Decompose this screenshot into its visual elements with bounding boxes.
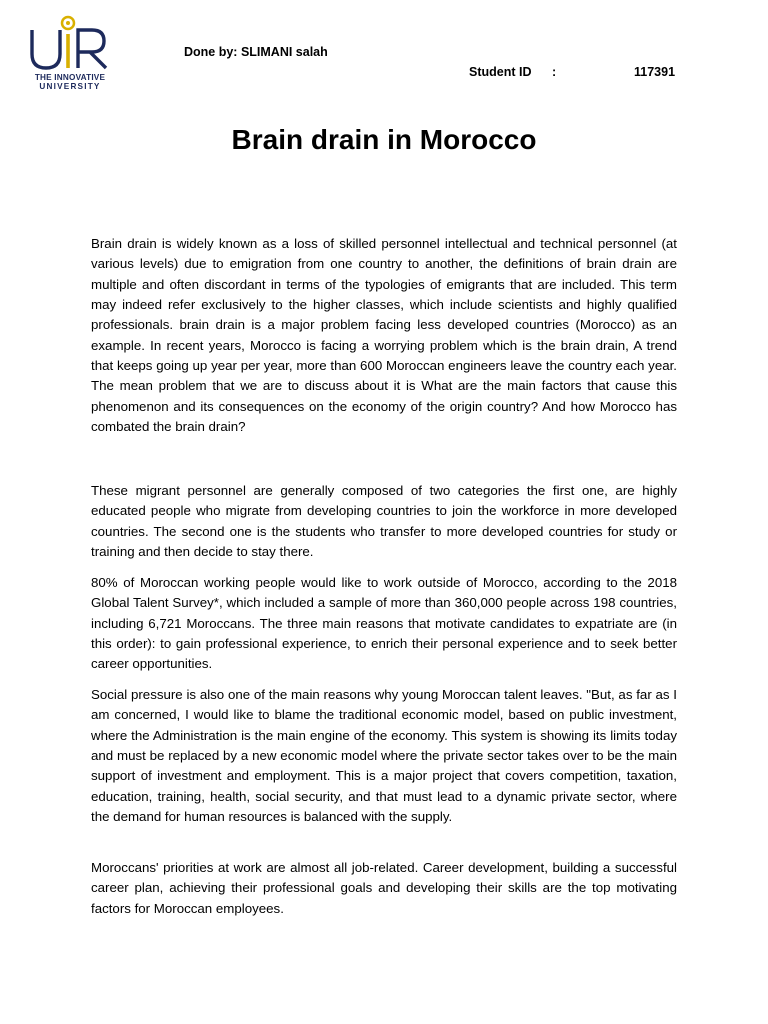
uir-logo-mark: [26, 14, 114, 72]
paragraph-categories: These migrant personnel are generally composed of two categories the first one, are highly educated people who migrate from developing countries to join the workforce in more developed countries. The second one is the students who transfer to more developed countries for study or training and then decide to stay there.: [91, 483, 677, 560]
document-title: Brain drain in Morocco: [231, 124, 537, 155]
university-logo: [22, 14, 118, 94]
logo-text-line1: THE INNOVATIVE: [34, 73, 106, 82]
student-id-value: 117391: [634, 65, 676, 79]
paragraph-introduction: Brain drain is widely known as a loss of skilled personnel intellectual and technical personnel (at various levels) due to emigration from one country to another, the definitions of brain drain are multiple and often discordant in terms of the typologies of emigrants that are included. This term may indeed refer exclusively to the higher classes, which include scientists and highly qualified professionals. brain drain is a major problem facing less developed countries (Morocco) as an example. In recent years, Morocco is facing a worrying problem which is the brain drain, A trend that keeps going up year per year, more than 600 Moroccan engineers leave the country each year. The mean problem that we are to discuss about it is What are the main factors that cause this phenomenon and its consequences on the economy of the origin country? And how Morocco has combated the brain drain?: [91, 236, 677, 435]
student-id-colon: :: [552, 65, 557, 79]
paragraph-social-pressure: Social pressure is also one of the main reasons why young Moroccan talent leaves. "But, as far as I am concerned, I would like to blame the traditional economic model, based on public investment, where the Administration is the main engine of the economy. This system is showing its limits today and must be replaced by a new economic model where the private sector takes over to be the main support of investment and employment. This is a major project that covers competition, taxation, education, training, health, social security, and that must lead to a dynamic private sector, where the demand for human resources is balanced with the supply.: [91, 687, 677, 825]
paragraph-survey: 80% of Moroccan working people would like to work outside of Morocco, according to the 2018 Global Talent Survey*, which included a sample of more than 360,000 people across 198 countries, including 6,721 Moroccans. The three main reasons that motivate candidates to expatriate are (in this order): to gain professional experience, to enrich their personal experience and to seek better career opportunities.: [91, 575, 677, 672]
author-line: Done by: SLIMANI salah: [184, 45, 328, 59]
logo-text-line2: UNIVERSITY: [39, 82, 101, 91]
student-id-label: Student ID: [469, 65, 532, 79]
paragraph-priorities: Moroccans' priorities at work are almost all job-related. Career development, building a successful career plan, achieving their professional goals and developing their skills are the top motivating factors for Moroccan employees.: [91, 860, 677, 916]
